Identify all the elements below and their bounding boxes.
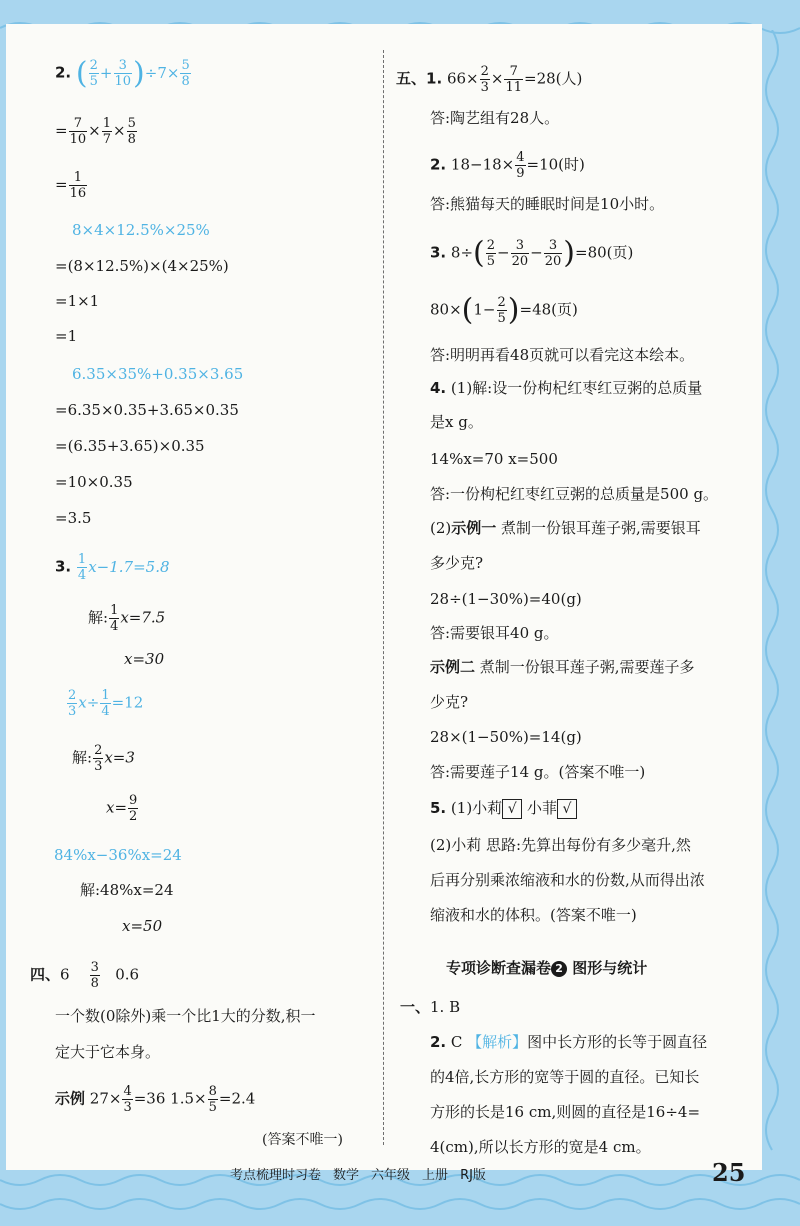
- q2-step1: = $\frac{7}{10}$ × $\frac{1}{7}$ × $\frac{5}{8}$: [55, 116, 136, 147]
- s4-note: (答案不唯一): [262, 1132, 343, 1148]
- column-divider: [383, 50, 384, 1145]
- frac: $\frac{3}{20}$: [544, 238, 562, 269]
- frac: $\frac{9}{2}$: [129, 793, 138, 824]
- q2c-step3: =10×0.35: [55, 473, 133, 491]
- r-q4-line2: 是x g。: [430, 413, 483, 431]
- frac: $\frac{1}{16}$: [69, 170, 87, 201]
- r-q2-answer: 答:熊猫每天的睡眠时间是10小时。: [430, 195, 665, 213]
- r-q1-answer: 答:陶艺组有28人。: [430, 109, 560, 127]
- q3a-title: 3. $\frac{1}{4}$ x−1.7=5.8: [55, 552, 170, 583]
- s4-example: 示例 27× $\frac{4}{3}$ =36 1.5× $\frac{8}{5}$ =2.4: [55, 1084, 256, 1115]
- q2c-step4: =3.5: [55, 509, 92, 527]
- frac: $\frac{2}{3}$: [68, 688, 77, 719]
- r-q4-line6: 多少克?: [430, 554, 484, 572]
- s4-text-line1: 一个数(0除外)乘一个比1大的分数,积一: [55, 1007, 316, 1025]
- page-number: 25: [712, 1158, 746, 1187]
- analysis-tag: 【解析】: [467, 1033, 528, 1051]
- section-number-badge: 2: [551, 961, 567, 977]
- frac: $\frac{3}{10}$: [114, 58, 132, 89]
- q2c-title: 6.35×35%+0.35×3.65: [72, 365, 244, 383]
- q3a-jie: 解: $\frac{1}{4}$ x=7.5: [88, 603, 166, 634]
- s1-q2-line3: 方形的长是16 cm,则圆的直径是16÷4=: [430, 1103, 701, 1121]
- r-q5-line3: 后再分别乘浓缩液和水的份数,从而得出浓: [430, 871, 705, 889]
- q2b-title: 8×4×12.5%×25%: [72, 221, 210, 239]
- frac: $\frac{2}{5}$: [486, 238, 496, 269]
- r-q5-line4: 缩液和水的体积。(答案不唯一): [430, 906, 637, 924]
- frac: $\frac{5}{8}$: [127, 116, 136, 147]
- r-q4-line4: 答:一份枸杞红枣红豆粥的总质量是500 g。: [430, 485, 719, 503]
- frac: $\frac{4}{3}$: [123, 1084, 132, 1115]
- r-q5-line2: (2)小莉 思路:先算出每份有多少毫升,然: [430, 836, 691, 854]
- r-q1: 五、1. 66× $\frac{2}{3}$ × $\frac{7}{11}$ =28(人): [396, 64, 583, 95]
- frac: $\frac{2}{3}$: [94, 743, 103, 774]
- s4-answers: 四、6 $\frac{3}{8}$ 0.6: [30, 960, 140, 991]
- q2-expr-blue: ( $\frac{2}{5}$ + $\frac{3}{10}$ )÷7× $\frac{5}{8}$: [75, 55, 190, 91]
- s1-q2-line2: 的4倍,长方形的宽等于圆的直径。已知长: [430, 1068, 700, 1086]
- s1-q2-line1: 2. C 【解析】图中长方形的长等于圆直径: [430, 1033, 708, 1051]
- section-title: 专项诊断查漏卷 2 图形与统计: [446, 959, 648, 977]
- frac: $\frac{2}{5}$: [497, 295, 506, 326]
- s4-text-line2: 定大于它本身。: [55, 1043, 161, 1061]
- frac: $\frac{4}{9}$: [516, 150, 525, 181]
- r-q4-line7: 28÷(1−30%)=40(g): [430, 590, 582, 608]
- r-q4-line8: 答:需要银耳40 g。: [430, 624, 559, 642]
- s1-q2-line4: 4(cm),所以长方形的宽是4 cm。: [430, 1138, 651, 1156]
- frac: $\frac{7}{10}$: [69, 116, 87, 147]
- q3b-jie: 解: $\frac{2}{3}$ x=3: [72, 743, 135, 774]
- q3c-answer: x=50: [122, 917, 163, 935]
- frac: $\frac{1}{4}$: [77, 552, 87, 583]
- frac: $\frac{3}{8}$: [90, 960, 99, 991]
- wave-border-right: [762, 30, 800, 1170]
- q2b-step1: =(8×12.5%)×(4×25%): [55, 257, 229, 275]
- r-q4-line10: 少克?: [430, 693, 469, 711]
- r-q4-line9: 示例二 煮制一份银耳莲子粥,需要莲子多: [430, 658, 695, 676]
- r-q3-answer: 答:明明再看48页就可以看完这本绘本。: [430, 346, 695, 364]
- q2b-step2: =1×1: [55, 292, 100, 310]
- q2-label: 2.: [55, 63, 72, 82]
- r-q3-line1: 3. 8÷( $\frac{2}{5}$ − $\frac{3}{20}$ − $\frac{3}{20}$ )=80(页): [430, 235, 634, 271]
- r-q2: 2. 18−18× $\frac{4}{9}$ =10(时): [430, 150, 585, 181]
- frac: $\frac{2}{5}$: [89, 58, 98, 89]
- footer-info: 考点梳理时习卷 数学 六年级 上册 RJ版: [230, 1168, 486, 1183]
- r-q3-line2: 80×(1− $\frac{2}{5}$ )=48(页): [430, 292, 578, 328]
- frac: $\frac{5}{8}$: [181, 58, 190, 89]
- frac: $\frac{7}{11}$: [505, 64, 522, 95]
- q3a-answer: x=30: [124, 650, 165, 668]
- frac: $\frac{1}{4}$: [101, 688, 110, 719]
- r-q4-line12: 答:需要莲子14 g。(答案不唯一): [430, 763, 646, 781]
- q2-expression: [55, 55, 192, 91]
- q2c-step2: =(6.35+3.65)×0.35: [55, 437, 205, 455]
- check-box: √: [557, 799, 577, 819]
- r-q5-line1: 5. (1)小莉 √ 小菲 √: [430, 798, 577, 819]
- frac: $\frac{2}{3}$: [480, 64, 489, 95]
- s1-q1: 一、1. B: [400, 998, 461, 1016]
- q3b-answer: x= $\frac{9}{2}$: [106, 793, 138, 824]
- q3b-title: $\frac{2}{3}$ x÷ $\frac{1}{4}$ =12: [68, 688, 144, 719]
- frac: $\frac{8}{5}$: [208, 1084, 217, 1115]
- frac: $\frac{1}{7}$: [102, 116, 111, 147]
- r-q4-line5: (2)示例一 煮制一份银耳莲子粥,需要银耳: [430, 519, 701, 537]
- q3c-title: 84%x−36%x=24: [54, 846, 182, 864]
- r-q4-line11: 28×(1−50%)=14(g): [430, 728, 582, 746]
- r-q4-line1: 4. (1)解:设一份枸杞红枣红豆粥的总质量: [430, 379, 703, 397]
- q2c-step1: =6.35×0.35+3.65×0.35: [55, 401, 239, 419]
- q3c-jie: 解:48%x=24: [80, 881, 174, 899]
- frac: $\frac{1}{4}$: [110, 603, 119, 634]
- check-box: √: [502, 799, 522, 819]
- r-q4-line3: 14%x=70 x=500: [430, 450, 558, 468]
- frac: $\frac{3}{20}$: [511, 238, 529, 269]
- q2-step2: = $\frac{1}{16}$: [55, 170, 87, 201]
- q2b-step3: =1: [55, 327, 78, 345]
